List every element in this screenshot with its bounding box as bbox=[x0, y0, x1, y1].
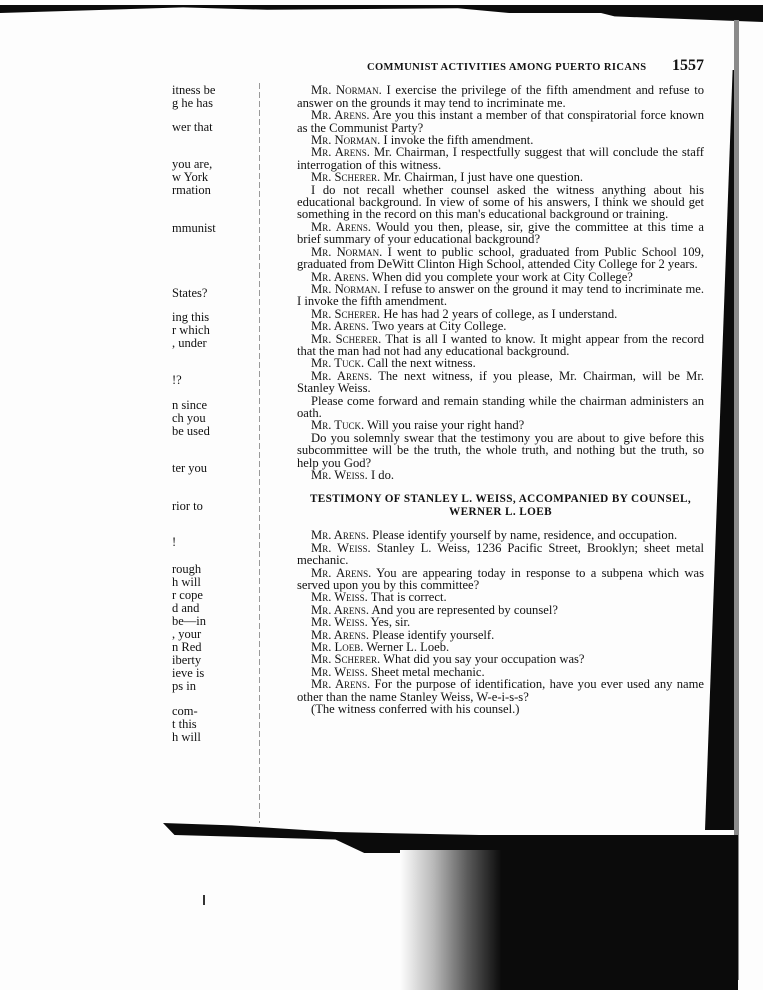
speaker-name: Mr. Arens. bbox=[311, 677, 371, 692]
facing-page-fragment: be—in bbox=[172, 614, 207, 628]
testimony-paragraph bbox=[297, 469, 704, 481]
testimony-paragraph bbox=[297, 678, 704, 703]
facing-page-fragment: ! bbox=[172, 535, 177, 549]
testimony-paragraph bbox=[297, 703, 704, 715]
facing-page-fragment: com- bbox=[172, 704, 198, 718]
running-head-title: COMMUNIST ACTIVITIES AMONG PUERTO RICANS bbox=[367, 62, 647, 73]
speaker-name: Mr. Weiss. bbox=[311, 540, 371, 555]
section-heading-line-2: WERNER L. LOEB bbox=[449, 506, 552, 519]
paragraph-text: Please identify yourself by name, residence, and occupation. bbox=[372, 528, 678, 543]
facing-page-fragment: rough bbox=[172, 562, 202, 576]
paragraph-text: Werner L. Loeb. bbox=[366, 640, 450, 655]
facing-page-fragment: h will bbox=[172, 575, 201, 589]
speaker-name: Mr. Arens. bbox=[311, 528, 370, 543]
facing-page-fragment: itness be bbox=[172, 83, 216, 97]
paragraph-text: Would you then, please, sir, give the committee at this time a brief summary of your educational background? bbox=[297, 219, 704, 247]
facing-page-fragment: g he has bbox=[172, 96, 213, 110]
scan-right-shadow bbox=[705, 70, 735, 830]
paragraph-text: Are you this instant a member of that conspiratorial force known as the Communist Party? bbox=[297, 108, 704, 135]
paragraph-text: And you are represented by counsel? bbox=[371, 602, 558, 617]
scan-bottom-dark-region bbox=[400, 850, 738, 990]
facing-page-fragment: n Red bbox=[172, 640, 202, 654]
paragraph-text: Will you raise your right hand? bbox=[367, 418, 525, 433]
speaker-name: Mr. Tuck. bbox=[311, 418, 365, 433]
paragraph-text: That is correct. bbox=[370, 590, 447, 605]
speaker-name: Mr. Scherer. bbox=[311, 306, 381, 321]
testimony-before-heading bbox=[297, 84, 704, 481]
speaker-name: Mr. Arens. bbox=[311, 145, 370, 160]
speaker-name: Mr. Arens. bbox=[311, 565, 372, 580]
speaker-name: Mr. Norman. bbox=[311, 83, 382, 98]
testimony-paragraph bbox=[297, 246, 704, 271]
speaker-name: Mr. Arens. bbox=[311, 269, 370, 284]
testimony-after-heading bbox=[297, 529, 704, 715]
scan-artifact-mark bbox=[203, 895, 205, 905]
speaker-name: Mr. Norman. bbox=[311, 244, 383, 259]
paragraph-text: Mr. Chairman, I just have one question. bbox=[383, 170, 584, 185]
facing-page-fragment: States? bbox=[172, 286, 208, 300]
speaker-name: Mr. Scherer. bbox=[311, 170, 381, 185]
testimony-paragraph bbox=[297, 184, 704, 221]
paragraph-text: Stanley L. Weiss, 1236 Pacific Street, Brooklyn; sheet metal mechanic. bbox=[297, 540, 704, 568]
testimony-paragraph bbox=[297, 84, 704, 109]
paragraph-text: Please identify yourself. bbox=[372, 627, 495, 642]
running-head bbox=[367, 57, 704, 74]
speaker-name: Mr. Tuck. bbox=[311, 356, 365, 371]
speaker-name: Mr. Arens. bbox=[311, 602, 370, 617]
facing-page-fragment: iberty bbox=[172, 653, 202, 667]
paragraph-text: Call the next witness. bbox=[367, 356, 476, 371]
section-heading bbox=[297, 493, 704, 519]
speaker-name: Mr. Weiss. bbox=[311, 590, 368, 605]
facing-page-fragment: rmation bbox=[172, 183, 211, 197]
speaker-name: Mr. Arens. bbox=[311, 319, 370, 334]
testimony-paragraph bbox=[297, 370, 704, 395]
paragraph-text: I invoke the fifth amendment. bbox=[383, 133, 534, 148]
facing-page-fragment: rior to bbox=[172, 499, 203, 513]
paragraph-text: Yes, sir. bbox=[370, 615, 411, 630]
testimony-paragraph bbox=[297, 109, 704, 134]
facing-page-fragment: w York bbox=[172, 170, 209, 184]
testimony-paragraph bbox=[297, 432, 704, 469]
paragraph-text: He has had 2 years of college, as I understand. bbox=[383, 306, 618, 321]
paragraph-text: Mr. Chairman, I respectfully suggest that will conclude the staff interrogation of this witness. bbox=[297, 145, 704, 172]
paragraph-text: Please come forward and remain standing while the chairman administers an oath. bbox=[297, 393, 704, 420]
speaker-name: Mr. Weiss. bbox=[311, 664, 368, 679]
paragraph-text: Two years at City College. bbox=[371, 319, 507, 334]
testimony-paragraph bbox=[297, 283, 704, 308]
section-heading-line-1: TESTIMONY OF STANLEY L. WEISS, ACCOMPANIED BY COUNSEL, bbox=[309, 493, 692, 506]
paragraph-text: When did you complete your work at City College? bbox=[371, 269, 633, 284]
paragraph-text: Do you solemnly swear that the testimony you are about to give before this subcommittee will be the truth, the whole truth, and nothing but the truth, so help you God? bbox=[297, 430, 704, 470]
paragraph-text: For the purpose of identification, have you ever used any name other than the name Stanley Weiss, W-e-i-s-s? bbox=[297, 677, 704, 704]
facing-page-fragment: t this bbox=[172, 717, 197, 731]
facing-page-fragment: be used bbox=[172, 424, 210, 438]
facing-page-fragment: , your bbox=[172, 627, 202, 641]
speaker-name: Mr. Arens. bbox=[311, 108, 370, 123]
facing-page-fragment: ch you bbox=[172, 411, 206, 425]
paragraph-text: I do. bbox=[370, 468, 395, 482]
speaker-name: Mr. Scherer. bbox=[311, 652, 381, 667]
facing-page-fragment: r cope bbox=[172, 588, 203, 602]
facing-page-fragment: , under bbox=[172, 336, 207, 350]
facing-page-fragment: ter you bbox=[172, 461, 208, 475]
speaker-name: Mr. Weiss. bbox=[311, 468, 368, 482]
document-page bbox=[297, 57, 705, 717]
speaker-name: Mr. Scherer. bbox=[311, 331, 382, 346]
speaker-name: Mr. Arens. bbox=[311, 627, 370, 642]
paragraph-text: You are appearing today in response to a subpena which was served upon you by this committee? bbox=[297, 565, 704, 593]
paragraph-text: The next witness, if you please, Mr. Chairman, will be Mr. Stanley Weiss. bbox=[297, 368, 705, 396]
facing-page-fragment: wer that bbox=[172, 120, 213, 134]
paragraph-text: What did you say your occupation was? bbox=[383, 652, 585, 667]
facing-page-fragment: r which bbox=[172, 323, 210, 337]
paragraph-text: I do not recall whether counsel asked the witness anything about his educational background. In view of some of his answers, I think we should get something in the record on this man's educational background or training. bbox=[297, 182, 704, 222]
paragraph-text: That is all I wanted to know. It might appear from the record that the man had not had any educational background. bbox=[297, 331, 704, 358]
facing-page-fragment: ps in bbox=[172, 679, 196, 693]
speaker-name: Mr. Weiss. bbox=[311, 615, 368, 630]
speaker-name: Mr. Arens. bbox=[311, 368, 373, 383]
paragraph-text: Sheet metal mechanic. bbox=[370, 664, 485, 679]
testimony-paragraph bbox=[297, 146, 704, 171]
facing-page-fragment: ing this bbox=[172, 310, 210, 324]
facing-page-fragment: h will bbox=[172, 730, 201, 744]
facing-page-fragment: n since bbox=[172, 398, 208, 412]
page-number: 1557 bbox=[672, 57, 704, 74]
speaker-name: Mr. Norman. bbox=[311, 133, 381, 148]
testimony-paragraph bbox=[297, 567, 704, 592]
speaker-name: Mr. Arens. bbox=[311, 219, 371, 234]
paragraph-text: I refuse to answer on the ground it may tend to incriminate me. I invoke the fifth amendment. bbox=[297, 281, 704, 309]
facing-page-fragment: d and bbox=[172, 601, 200, 615]
page-gutter-line bbox=[259, 83, 260, 823]
testimony-paragraph bbox=[297, 395, 704, 420]
scan-bottom-shadow bbox=[163, 823, 738, 853]
facing-page-fragment: ieve is bbox=[172, 666, 205, 680]
testimony-paragraph bbox=[297, 333, 704, 358]
facing-page-fragment: mmunist bbox=[172, 221, 216, 235]
testimony-paragraph bbox=[297, 221, 704, 246]
speaker-name: Mr. Norman. bbox=[311, 281, 381, 296]
paragraph-text: I went to public school, graduated from Public School 109, graduated from DeWitt Clinton High School, attended City College for 2 years. bbox=[297, 244, 704, 272]
paragraph-text: I exercise the privilege of the fifth amendment and refuse to answer on the grounds it may tend to incriminate me. bbox=[297, 83, 704, 110]
testimony-paragraph bbox=[297, 542, 704, 567]
speaker-name: Mr. Loeb. bbox=[311, 640, 364, 655]
facing-page-fragment: you are, bbox=[172, 157, 213, 171]
paragraph-text: (The witness conferred with his counsel.) bbox=[311, 702, 520, 717]
facing-page-fragment: !? bbox=[172, 373, 182, 387]
